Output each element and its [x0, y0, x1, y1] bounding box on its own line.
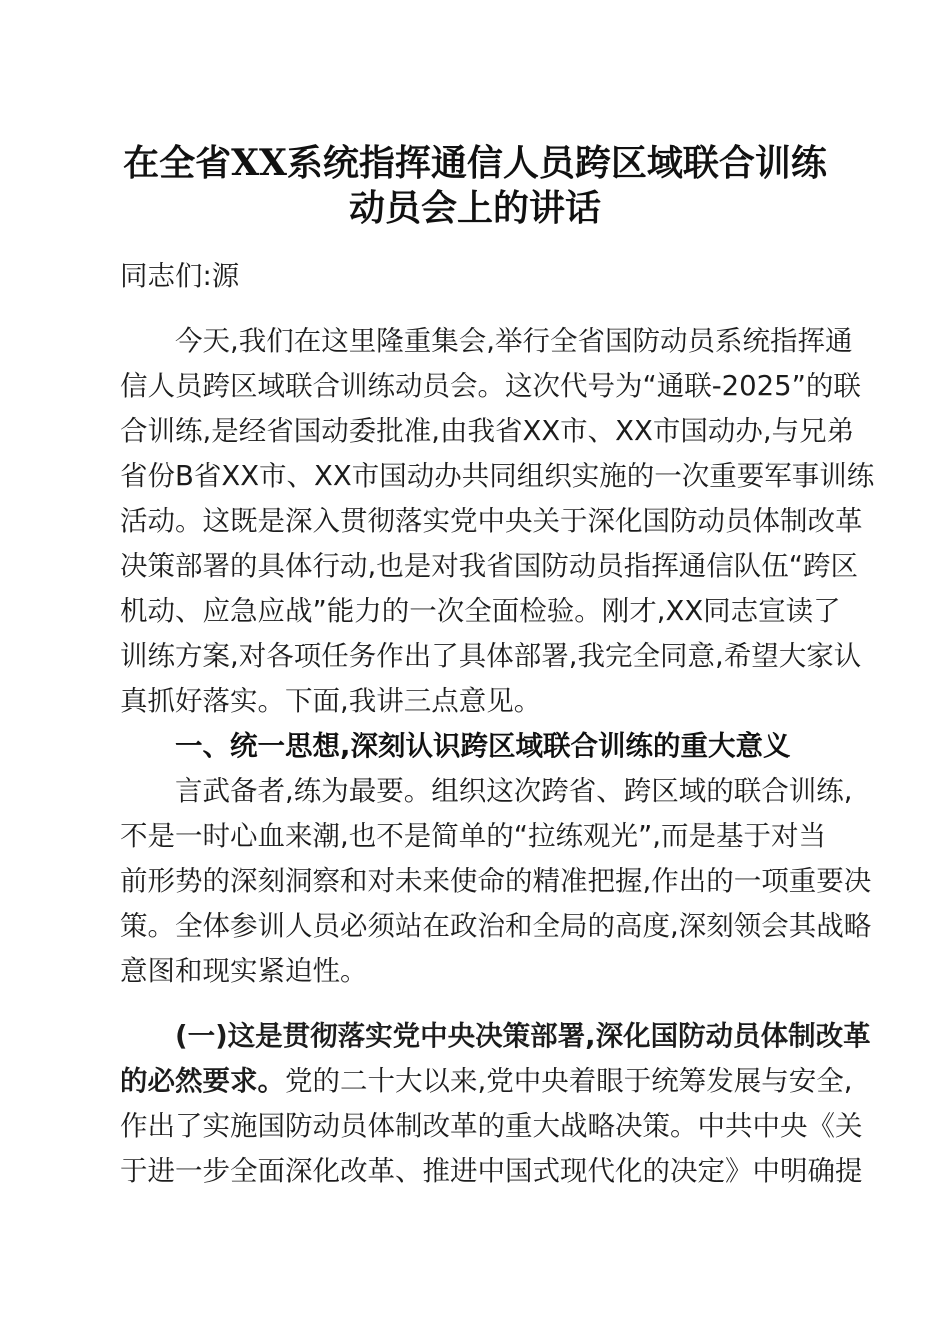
salutation: 同志们:源 [120, 260, 240, 292]
paragraph-2-line: 策。全体参训人员必须站在政治和全局的高度,深刻领会其战略 [120, 910, 872, 942]
document-title-line-1: 在全省XX系统指挥通信人员跨区域联合训练 [123, 142, 827, 184]
paragraph-1-line: 活动。这既是深入贯彻落实党中央关于深化国防动员体制改革 [120, 505, 863, 537]
paragraph-1-line: 真抓好落实。下面,我讲三点意见。 [120, 685, 542, 717]
paragraph-3-line: 于进一步全面深化改革、推进中国式现代化的决定》中明确提 [120, 1155, 863, 1187]
paragraph-1-line: 信人员跨区域联合训练动员会。这次代号为“通联-2025”的联 [120, 370, 861, 402]
paragraph-1-line: 今天,我们在这里隆重集会,举行全省国防动员系统指挥通 [175, 325, 853, 357]
document-title-line-2: 动员会上的讲话 [348, 187, 601, 229]
paragraph-2-line: 言武备者,练为最要。组织这次跨省、跨区域的联合训练, [175, 775, 853, 807]
subsection-heading-1: (一)这是贯彻落实党中央决策部署,深化国防动员体制改革 [175, 1020, 871, 1052]
paragraph-1-line: 决策部署的具体行动,也是对我省国防动员指挥通信队伍“跨区 [120, 550, 858, 582]
paragraph-3-line: 作出了实施国防动员体制改革的重大战略决策。中共中央《关 [120, 1110, 863, 1142]
section-heading-1: 一、统一思想,深刻认识跨区域联合训练的重大意义 [175, 730, 791, 762]
paragraph-2-line: 不是一时心血来潮,也不是简单的“拉练观光”,而是基于对当 [120, 820, 826, 852]
paragraph-2-line: 前形势的深刻洞察和对未来使命的精准把握,作出的一项重要决 [120, 865, 872, 897]
paragraph-3-text: 党的二十大以来,党中央着眼于统筹发展与安全, [285, 1065, 853, 1097]
paragraph-2-line: 意图和现实紧迫性。 [120, 955, 368, 987]
paragraph-1-line: 省份B省XX市、XX市国动办共同组织实施的一次重要军事训练 [120, 460, 875, 492]
paragraph-1-line: 合训练,是经省国动委批准,由我省XX市、XX市国动办,与兄弟 [120, 415, 855, 447]
paragraph-1-line: 机动、应急应战”能力的一次全面检验。刚才,XX同志宣读了 [120, 595, 841, 627]
subsection-heading-1-end: 的必然要求。 [120, 1065, 285, 1097]
paragraph-1-line: 训练方案,对各项任务作出了具体部署,我完全同意,希望大家认 [120, 640, 862, 672]
paragraph-3-line [120, 1059, 853, 1103]
